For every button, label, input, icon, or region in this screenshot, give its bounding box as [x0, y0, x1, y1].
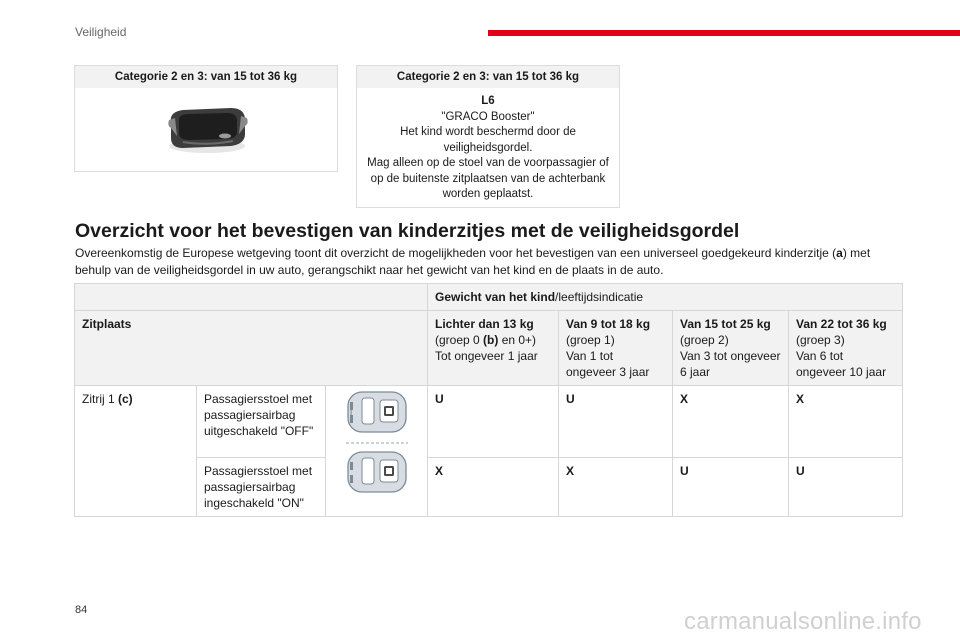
booster-seat-image	[75, 88, 337, 171]
table-row	[75, 386, 903, 458]
seat-description-cell: Passagiersstoel met passagiersairbag uitgeschakeld "OFF"	[197, 386, 326, 458]
seat-box-description	[356, 65, 620, 208]
column-age: Tot ongeveer 1 jaar	[435, 349, 538, 363]
seat-box-body	[357, 88, 619, 203]
car-top-view-icon	[348, 452, 406, 492]
weight-column-3	[673, 311, 789, 386]
car-seat-position-icon	[342, 390, 412, 496]
seat-box-image	[74, 65, 338, 172]
group-marker: (b)	[483, 333, 499, 347]
seat-restriction: Mag alleen op de stoel van de voorpassagier of op de buitenste zitplaatsen van de achterbank worden geplaatst.	[367, 157, 609, 200]
page-number: 84	[75, 604, 88, 616]
column-header-row	[75, 311, 903, 386]
weight-header-rest: /leeftijdsindicatie	[555, 290, 644, 304]
group-text: (groep 0	[435, 333, 484, 347]
column-group: (groep 1)	[566, 333, 615, 347]
column-title: Van 22 tot 36 kg	[796, 317, 887, 331]
row-label: Zitrij 1	[82, 392, 118, 406]
table-cell: U	[789, 458, 903, 517]
column-age: Van 3 tot ongeveer 6 jaar	[680, 349, 781, 379]
table-cell: X	[428, 458, 559, 517]
column-age: Van 6 tot ongeveer 10 jaar	[796, 349, 887, 379]
weight-header-bold: Gewicht van het kind	[435, 290, 556, 304]
empty-header-cell	[75, 284, 428, 311]
seat-name: "GRACO Booster"	[441, 110, 535, 123]
seat-description: Het kind wordt beschermd door de veiligheidsgordel.	[400, 126, 576, 154]
column-title: Lichter dan 13 kg	[435, 317, 534, 331]
intro-marker: a	[836, 246, 843, 260]
weight-column-2	[559, 311, 673, 386]
table-cell: U	[428, 386, 559, 458]
table-cell: U	[673, 458, 789, 517]
weight-column-1	[428, 311, 559, 386]
column-group: (groep 3)	[796, 333, 845, 347]
column-group: (groep 2)	[680, 333, 729, 347]
booster-seat-illustration	[161, 102, 251, 158]
section-intro	[75, 245, 905, 279]
header-accent-bar	[488, 30, 960, 36]
seat-box-heading: Categorie 2 en 3: van 15 tot 36 kg	[75, 66, 337, 88]
seat-description-cell: Passagiersstoel met passagiersairbag ingeschakeld "ON"	[197, 458, 326, 517]
column-title: Van 9 tot 18 kg	[566, 317, 651, 331]
seat-column-header: Zitplaats	[75, 311, 428, 386]
table-cell: U	[559, 386, 673, 458]
intro-text-2: ) met behulp van de veiligheidsgordel in uw auto, gerangschikt naar het gewicht van het kind en de plaats in de auto.	[75, 246, 871, 277]
child-seat-table	[74, 283, 903, 517]
weight-header-row	[75, 284, 903, 311]
seat-box-heading: Categorie 2 en 3: van 15 tot 36 kg	[357, 66, 619, 88]
seat-model: L6	[481, 95, 495, 107]
group-text: en 0+)	[498, 333, 537, 347]
row-marker: (c)	[118, 392, 133, 406]
weight-column-4	[789, 311, 903, 386]
column-group	[435, 332, 551, 348]
car-diagram-cell	[326, 386, 428, 517]
section-title: Overzicht voor het bevestigen van kinderzitjes met de veiligheidsgordel	[75, 220, 740, 242]
table-row	[75, 458, 903, 517]
weight-header-cell	[428, 284, 903, 311]
intro-text-1: Overeenkomstig de Europese wetgeving toont dit overzicht de mogelijkheden voor het bevestigen van een universeel goedgekeurd kinderzitje (	[75, 246, 837, 260]
table-cell: X	[559, 458, 673, 517]
column-title: Van 15 tot 25 kg	[680, 317, 771, 331]
watermark: carmanualsonline.info	[684, 608, 922, 635]
column-age: Van 1 tot ongeveer 3 jaar	[566, 349, 650, 379]
car-top-view-icon	[348, 392, 406, 432]
row-label-cell	[75, 386, 197, 517]
table-cell: X	[673, 386, 789, 458]
table-cell: X	[789, 386, 903, 458]
section-label: Veiligheid	[75, 25, 127, 39]
